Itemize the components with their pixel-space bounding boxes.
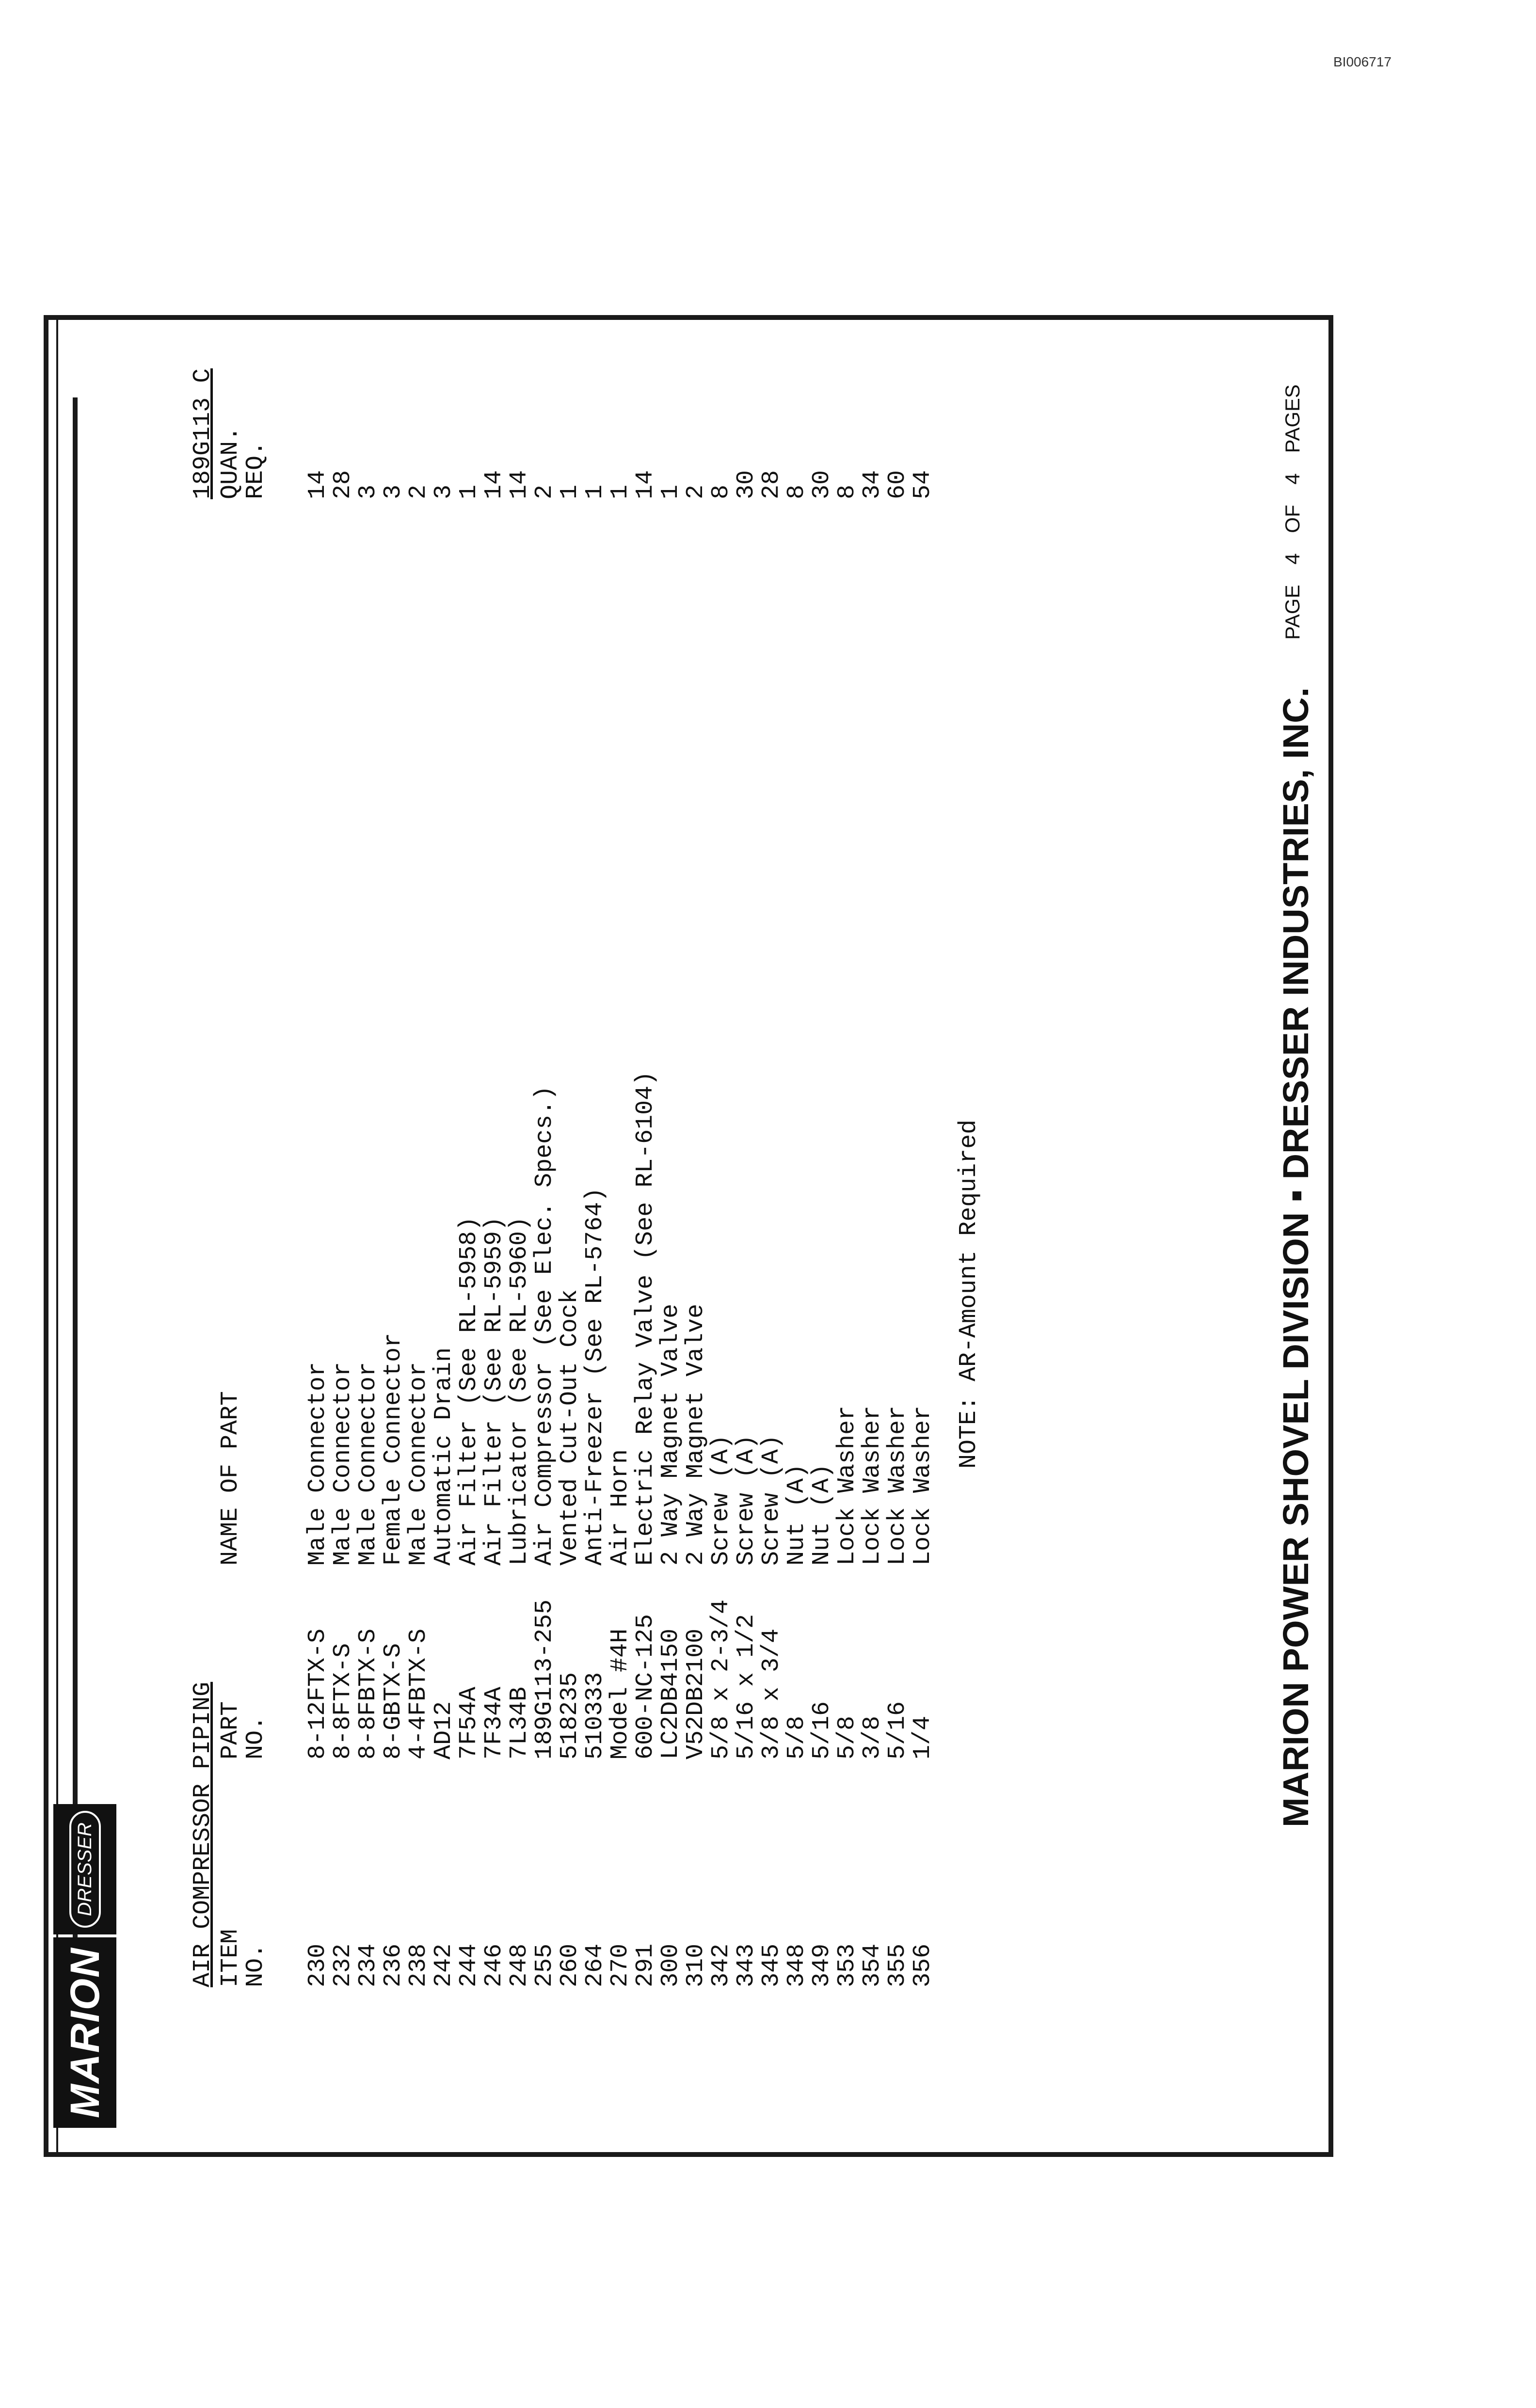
row-quan-cell: 28 — [329, 470, 357, 499]
header-quan-line2: REQ. — [242, 441, 270, 499]
row-name-cell: Male Connector — [304, 1362, 332, 1566]
row-name-cell: 2 Way Magnet Valve — [682, 1303, 710, 1566]
row-quan-cell: 14 — [304, 470, 332, 499]
logo-dresser-text: DRESSER — [69, 1811, 101, 1928]
row-item-cell: 353 — [833, 1943, 861, 1987]
column-name-of-part — [305, 1071, 936, 1566]
row-item-cell: 236 — [380, 1943, 407, 1987]
rotated-page-content — [44, 315, 1333, 2157]
row-name-cell: Electric Relay Valve (See RL-6104) — [632, 1071, 659, 1566]
row-name-cell: Air Filter (See RL-5958) — [455, 1216, 483, 1566]
column-item-no — [305, 1944, 936, 1987]
row-name-cell: Male Connector — [354, 1362, 382, 1566]
row-item-cell: 260 — [556, 1943, 584, 1987]
row-part-cell: 600-NC-125 — [632, 1614, 659, 1759]
row-part-cell: Model #4H — [607, 1628, 634, 1759]
row-part-cell: 189G113-255 — [531, 1599, 559, 1759]
row-item-cell: 349 — [808, 1943, 836, 1987]
row-part-cell: 8-12FTX-S — [304, 1628, 332, 1759]
row-quan-cell: 2 — [682, 484, 710, 499]
header-item-line2: NO. — [242, 1943, 270, 1987]
row-part-cell: V52DB2100 — [682, 1628, 710, 1759]
row-part-cell: 5/8 — [833, 1715, 861, 1759]
header-part-line1: PART — [217, 1701, 244, 1759]
row-part-cell: 5/16 — [808, 1701, 836, 1759]
row-item-cell: 270 — [607, 1943, 634, 1987]
pages-label: PAGES — [1281, 384, 1304, 453]
row-name-cell: Air Horn — [607, 1449, 634, 1566]
row-quan-cell: 8 — [783, 484, 811, 499]
marion-dresser-logo — [53, 1804, 116, 2128]
row-part-cell: 5/16 — [884, 1701, 912, 1759]
row-part-cell: 510333 — [581, 1672, 609, 1759]
logo-dresser-badge — [53, 1804, 116, 1934]
row-part-cell: AD12 — [430, 1701, 458, 1759]
row-quan-cell: 3 — [354, 484, 382, 499]
row-name-cell: Screw (A) — [733, 1434, 760, 1566]
row-part-cell: 1/4 — [909, 1715, 937, 1759]
row-name-cell: Screw (A) — [758, 1434, 785, 1566]
row-quan-cell: 2 — [531, 484, 559, 499]
row-quan-cell: 28 — [758, 470, 785, 499]
row-item-cell: 255 — [531, 1943, 559, 1987]
footer-company: MARION POWER SHOVEL DIVISION ▪ DRESSER INDUSTRIES, INC. — [1276, 687, 1316, 1827]
row-name-cell: Screw (A) — [707, 1434, 735, 1566]
row-part-cell: 5/8 — [783, 1715, 811, 1759]
row-name-cell: Nut (A) — [808, 1463, 836, 1566]
row-item-cell: 238 — [405, 1943, 432, 1987]
row-part-cell: 8-GBTX-S — [380, 1643, 407, 1759]
row-quan-cell: 1 — [607, 484, 634, 499]
row-item-cell: 242 — [430, 1943, 458, 1987]
row-name-cell: Lock Washer — [833, 1405, 861, 1566]
row-name-cell: Vented Cut-Out Cock — [556, 1289, 584, 1566]
note-text: NOTE: AR-Amount Required — [955, 1119, 983, 1469]
row-part-cell: 4-4FBTX-S — [405, 1628, 432, 1759]
row-quan-cell: 60 — [884, 470, 912, 499]
row-quan-cell: 3 — [430, 484, 458, 499]
header-quan-req — [218, 427, 269, 499]
row-name-cell: 2 Way Magnet Valve — [657, 1303, 685, 1566]
row-item-cell: 345 — [758, 1943, 785, 1987]
row-quan-cell: 14 — [506, 470, 533, 499]
row-part-cell: 7F54A — [455, 1686, 483, 1759]
row-quan-cell: 14 — [480, 470, 508, 499]
row-part-cell: LC2DB4150 — [657, 1628, 685, 1759]
row-part-cell: 3/8 x 3/4 — [758, 1628, 785, 1759]
row-quan-cell: 8 — [707, 484, 735, 499]
header-quan-line1: QUAN. — [217, 426, 244, 499]
row-quan-cell: 30 — [733, 470, 760, 499]
row-name-cell: Male Connector — [405, 1362, 432, 1566]
row-quan-cell: 14 — [632, 470, 659, 499]
row-name-cell: Male Connector — [329, 1362, 357, 1566]
row-quan-cell: 1 — [657, 484, 685, 499]
row-item-cell: 230 — [304, 1943, 332, 1987]
row-name-cell: Lock Washer — [909, 1405, 937, 1566]
document-number: 189G113 C — [189, 368, 217, 499]
row-quan-cell: 30 — [808, 470, 836, 499]
row-quan-cell: 1 — [581, 484, 609, 499]
row-part-cell: 5/8 x 2-3/4 — [707, 1599, 735, 1759]
row-name-cell: Lock Washer — [884, 1405, 912, 1566]
header-item-line1: ITEM — [217, 1929, 244, 1987]
row-item-cell: 234 — [354, 1943, 382, 1987]
row-part-cell: 518235 — [556, 1672, 584, 1759]
row-item-cell: 310 — [682, 1943, 710, 1987]
row-quan-cell: 1 — [556, 484, 584, 499]
column-part-no — [305, 1600, 936, 1759]
row-quan-cell: 8 — [833, 484, 861, 499]
header-part-line2: NO. — [242, 1715, 270, 1759]
header-part-no — [218, 1701, 269, 1759]
row-item-cell: 356 — [909, 1943, 937, 1987]
row-name-cell: Lubricator (See RL-5960) — [506, 1216, 533, 1566]
page-indicator — [1281, 384, 1304, 640]
header-name-line1: NAME OF PART — [217, 1391, 244, 1566]
logo-marion-text: MARION — [53, 1937, 116, 2128]
row-part-cell: 7F34A — [480, 1686, 508, 1759]
header-item-no — [218, 1929, 269, 1987]
row-item-cell: 244 — [455, 1943, 483, 1987]
row-quan-cell: 3 — [380, 484, 407, 499]
row-item-cell: 342 — [707, 1943, 735, 1987]
row-item-cell: 291 — [632, 1943, 659, 1987]
row-part-cell: 3/8 — [859, 1715, 886, 1759]
header-name-of-part — [218, 1391, 243, 1566]
row-quan-cell: 54 — [909, 470, 937, 499]
row-name-cell: Air Compressor (See Elec. Specs.) — [531, 1085, 559, 1566]
row-name-cell: Lock Washer — [859, 1405, 886, 1566]
row-name-cell: Air Filter (See RL-5959) — [480, 1216, 508, 1566]
row-item-cell: 355 — [884, 1943, 912, 1987]
row-item-cell: 232 — [329, 1943, 357, 1987]
row-part-cell: 7L34B — [506, 1686, 533, 1759]
row-item-cell: 246 — [480, 1943, 508, 1987]
row-name-cell: Female Connector — [380, 1332, 407, 1566]
document-id: BI006717 — [1333, 54, 1392, 69]
row-name-cell: Automatic Drain — [430, 1347, 458, 1566]
row-part-cell: 5/16 x 1/2 — [733, 1614, 760, 1759]
row-part-cell: 8-8FTX-S — [329, 1643, 357, 1759]
row-item-cell: 264 — [581, 1943, 609, 1987]
row-quan-cell: 34 — [859, 470, 886, 499]
row-part-cell: 8-8FBTX-S — [354, 1628, 382, 1759]
page-current: 4 — [1281, 553, 1304, 565]
row-item-cell: 348 — [783, 1943, 811, 1987]
row-name-cell: Nut (A) — [783, 1463, 811, 1566]
row-quan-cell: 2 — [405, 484, 432, 499]
row-item-cell: 300 — [657, 1943, 685, 1987]
column-quantity — [305, 470, 936, 499]
row-item-cell: 354 — [859, 1943, 886, 1987]
row-name-cell: Anti-Freezer (See RL-5764) — [581, 1187, 609, 1566]
row-item-cell: 343 — [733, 1943, 760, 1987]
row-quan-cell: 1 — [455, 484, 483, 499]
page-total: 4 — [1281, 473, 1304, 485]
page-label: PAGE — [1281, 585, 1304, 640]
row-item-cell: 248 — [506, 1943, 533, 1987]
document-title: AIR COMPRESSOR PIPING — [189, 1681, 217, 1987]
page-of-label: OF — [1281, 505, 1304, 533]
